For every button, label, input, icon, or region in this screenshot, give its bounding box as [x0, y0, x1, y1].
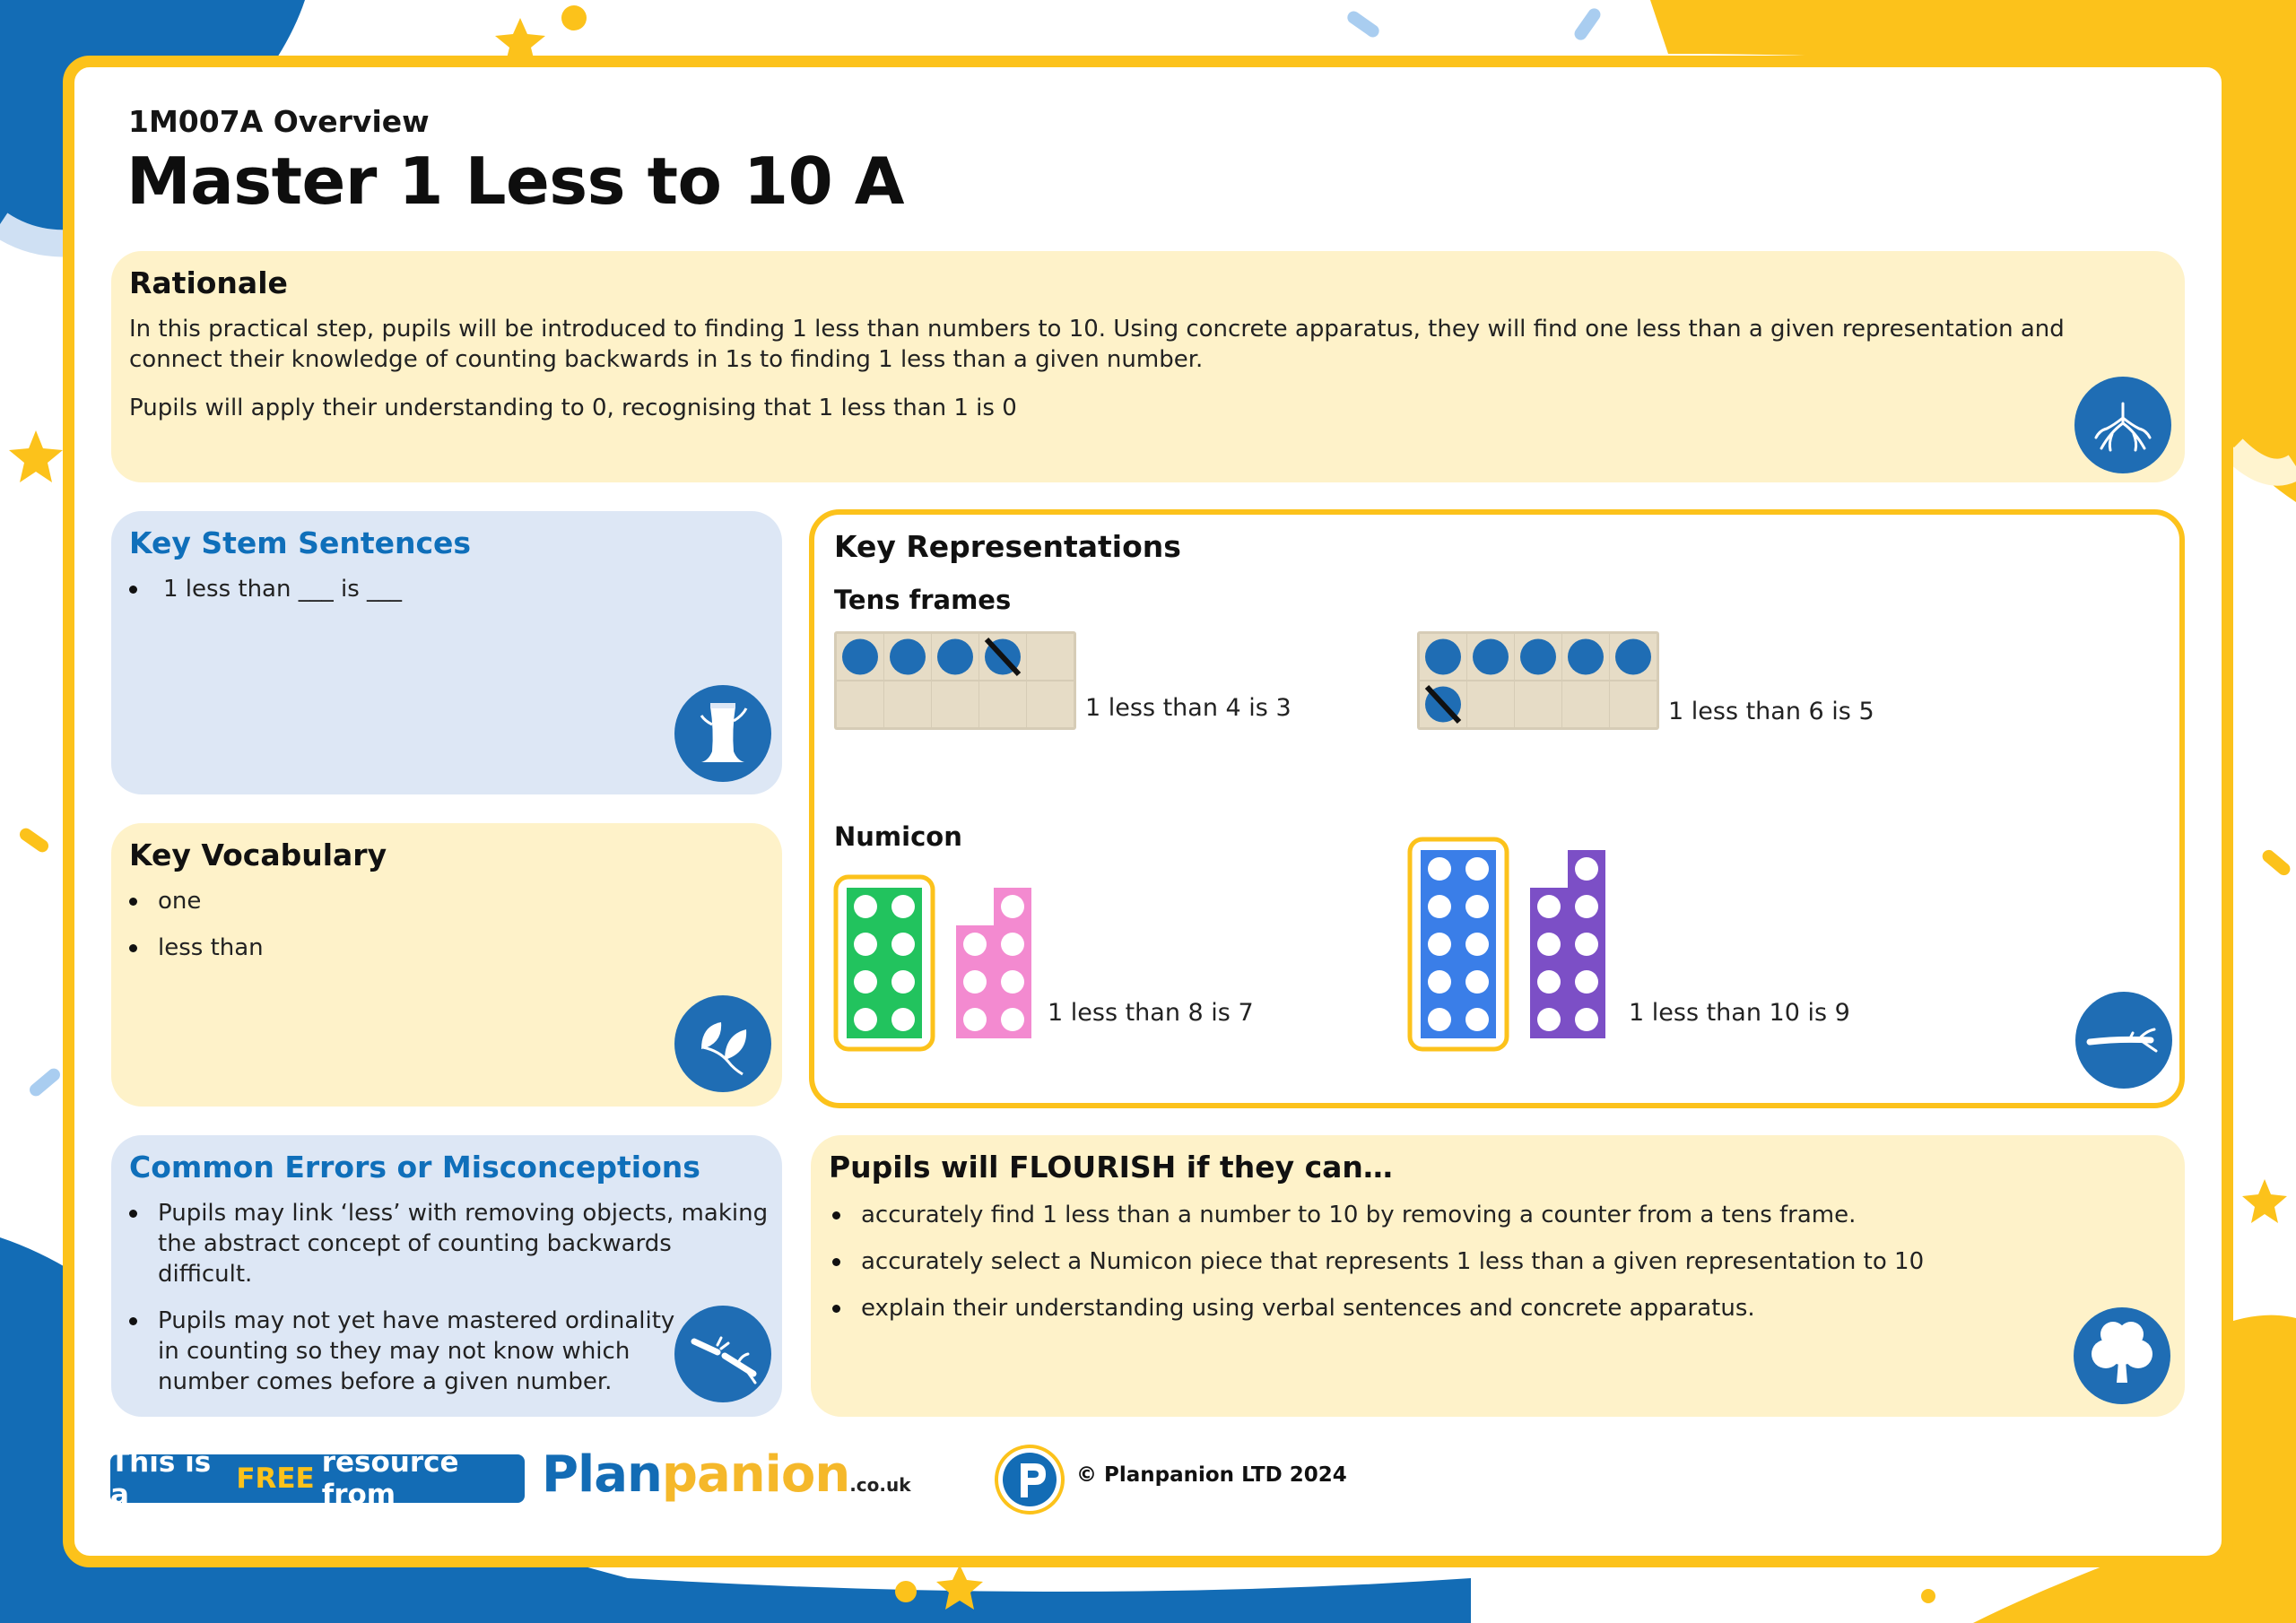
numicon-hole — [1575, 895, 1598, 918]
numicon-hole — [1428, 970, 1451, 994]
numicon-hole — [963, 970, 987, 994]
resource-suffix: resource from — [321, 1446, 459, 1511]
counter — [1520, 639, 1556, 675]
stem-sentences-panel — [111, 511, 782, 794]
tens-frame-cell — [1027, 681, 1074, 727]
numicon-hole — [1575, 970, 1598, 994]
numicon-hole — [1001, 895, 1024, 918]
representations-heading: Key Representations — [834, 529, 1181, 564]
tens-frame-1 — [834, 631, 1076, 730]
errors-panel — [111, 1135, 782, 1417]
resource-free: FREE — [236, 1462, 315, 1495]
counter — [842, 639, 878, 675]
counter — [890, 639, 926, 675]
tens-frame-cell — [1027, 634, 1074, 680]
flourish-panel — [811, 1135, 2185, 1417]
numicon-hole — [1428, 933, 1451, 956]
counter — [1568, 639, 1604, 675]
list-item: 1 less than ___ is ___ — [127, 574, 737, 604]
tens-frame-cell — [837, 681, 883, 727]
numicon-hole — [1465, 1008, 1489, 1031]
rationale-heading: Rationale — [129, 265, 288, 300]
free-resource-banner[interactable] — [110, 1446, 525, 1511]
counter — [1615, 639, 1651, 675]
numicon-hole — [1465, 970, 1489, 994]
numicon-hole — [1465, 933, 1489, 956]
numicon-hole — [1537, 895, 1561, 918]
numicon-heading: Numicon — [834, 821, 962, 852]
tree-icon — [2074, 1307, 2170, 1404]
tens-frame-cell — [979, 681, 1026, 727]
numicon-hole — [1537, 1008, 1561, 1031]
numicon-hole — [1537, 933, 1561, 956]
tens-frame-2-caption: 1 less than 6 is 5 — [1668, 698, 1874, 725]
numicon-hole — [1575, 933, 1598, 956]
numicon-hole — [1465, 895, 1489, 918]
numicon-hole — [1428, 857, 1451, 881]
numicon-hole — [1465, 857, 1489, 881]
leaves-icon — [674, 995, 771, 1092]
numicon-hole — [854, 970, 877, 994]
numicon-hole — [1001, 933, 1024, 956]
list-item: Pupils may not yet have mastered ordinality in counting so they may not know which number comes before a given number. — [127, 1306, 683, 1397]
numicon-group-1 — [832, 873, 1048, 1053]
planpanion-logo[interactable] — [542, 1445, 911, 1504]
rationale-panel — [111, 251, 2185, 482]
numicon-hole — [1428, 895, 1451, 918]
tens-frames-heading: Tens frames — [834, 585, 1012, 615]
tens-frame-1-caption: 1 less than 4 is 3 — [1085, 694, 1292, 722]
planpanion-badge-icon — [994, 1444, 1065, 1515]
vocabulary-list — [127, 886, 737, 979]
logo-part-2: panion — [661, 1445, 850, 1504]
flourish-heading: Pupils will FLOURISH if they can… — [829, 1150, 1393, 1185]
list-item: one — [127, 886, 737, 916]
broken-branch-icon — [674, 1306, 771, 1402]
tens-frame-2 — [1417, 631, 1659, 730]
logo-domain: .co.uk — [849, 1474, 911, 1496]
numicon-hole — [1575, 1008, 1598, 1031]
vocabulary-panel — [111, 823, 782, 1107]
numicon-hole — [854, 1008, 877, 1031]
numicon-group-2 — [1406, 830, 1622, 1055]
numicon-hole — [1537, 970, 1561, 994]
errors-heading: Common Errors or Misconceptions — [129, 1150, 700, 1185]
numicon-hole — [891, 970, 915, 994]
list-item: Pupils may link ‘less’ with removing objects, making the abstract concept of counting backwards difficult. — [127, 1198, 773, 1289]
stem-sentences-list — [127, 574, 737, 621]
numicon-hole — [891, 895, 915, 918]
numicon-hole — [1001, 970, 1024, 994]
numicon-hole — [854, 895, 877, 918]
roots-icon — [2074, 377, 2171, 473]
page-title: Master 1 Less to 10 A — [126, 143, 904, 219]
numicon-hole — [891, 1008, 915, 1031]
counter — [1473, 639, 1509, 675]
resource-prefix: This is a — [110, 1446, 212, 1511]
lesson-code: 1M007A Overview — [128, 104, 430, 139]
numicon-1-caption: 1 less than 8 is 7 — [1048, 999, 1254, 1027]
counter — [937, 639, 973, 675]
tens-frame-cell — [884, 681, 931, 727]
numicon-2-caption: 1 less than 10 is 9 — [1629, 999, 1850, 1027]
trunk-icon — [674, 685, 771, 782]
list-item: accurately select a Numicon piece that represents 1 less than a given representation to 10 — [831, 1246, 2086, 1277]
numicon-hole — [1428, 1008, 1451, 1031]
tens-frame-cell — [1515, 681, 1561, 727]
copyright: © Planpanion LTD 2024 — [1076, 1463, 1347, 1487]
numicon-hole — [1001, 1008, 1024, 1031]
flourish-list — [831, 1200, 2086, 1340]
numicon-hole — [1575, 857, 1598, 881]
vocabulary-heading: Key Vocabulary — [129, 838, 387, 872]
tens-frame-cell — [932, 681, 978, 727]
numicon-hole — [891, 933, 915, 956]
tens-frame-cell — [1467, 681, 1514, 727]
numicon-hole — [854, 933, 877, 956]
tens-frame-cell — [1610, 681, 1657, 727]
list-item: less than — [127, 933, 737, 963]
counter — [1425, 639, 1461, 675]
numicon-hole — [963, 933, 987, 956]
rationale-paragraph-2: Pupils will apply their understanding to 0, recognising that 1 less than 1 is 0 — [129, 395, 1017, 421]
rationale-paragraph-1: In this practical step, pupils will be introduced to finding 1 less than numbers to 10. Using concrete apparatus, they will find one less than a given representation and connect their knowledge of counting backwards in 1s to finding 1 less than a given number. — [129, 316, 2065, 373]
list-item: accurately find 1 less than a number to 10 by removing a counter from a tens frame. — [831, 1200, 2086, 1230]
list-item: explain their understanding using verbal sentences and concrete apparatus. — [831, 1293, 2086, 1324]
stem-sentences-heading: Key Stem Sentences — [129, 525, 472, 560]
numicon-hole — [963, 1008, 987, 1031]
representations-panel — [809, 509, 2185, 1108]
logo-part-1: Plan — [542, 1445, 662, 1504]
tens-frame-cell — [1562, 681, 1609, 727]
branch-icon — [2075, 992, 2172, 1089]
